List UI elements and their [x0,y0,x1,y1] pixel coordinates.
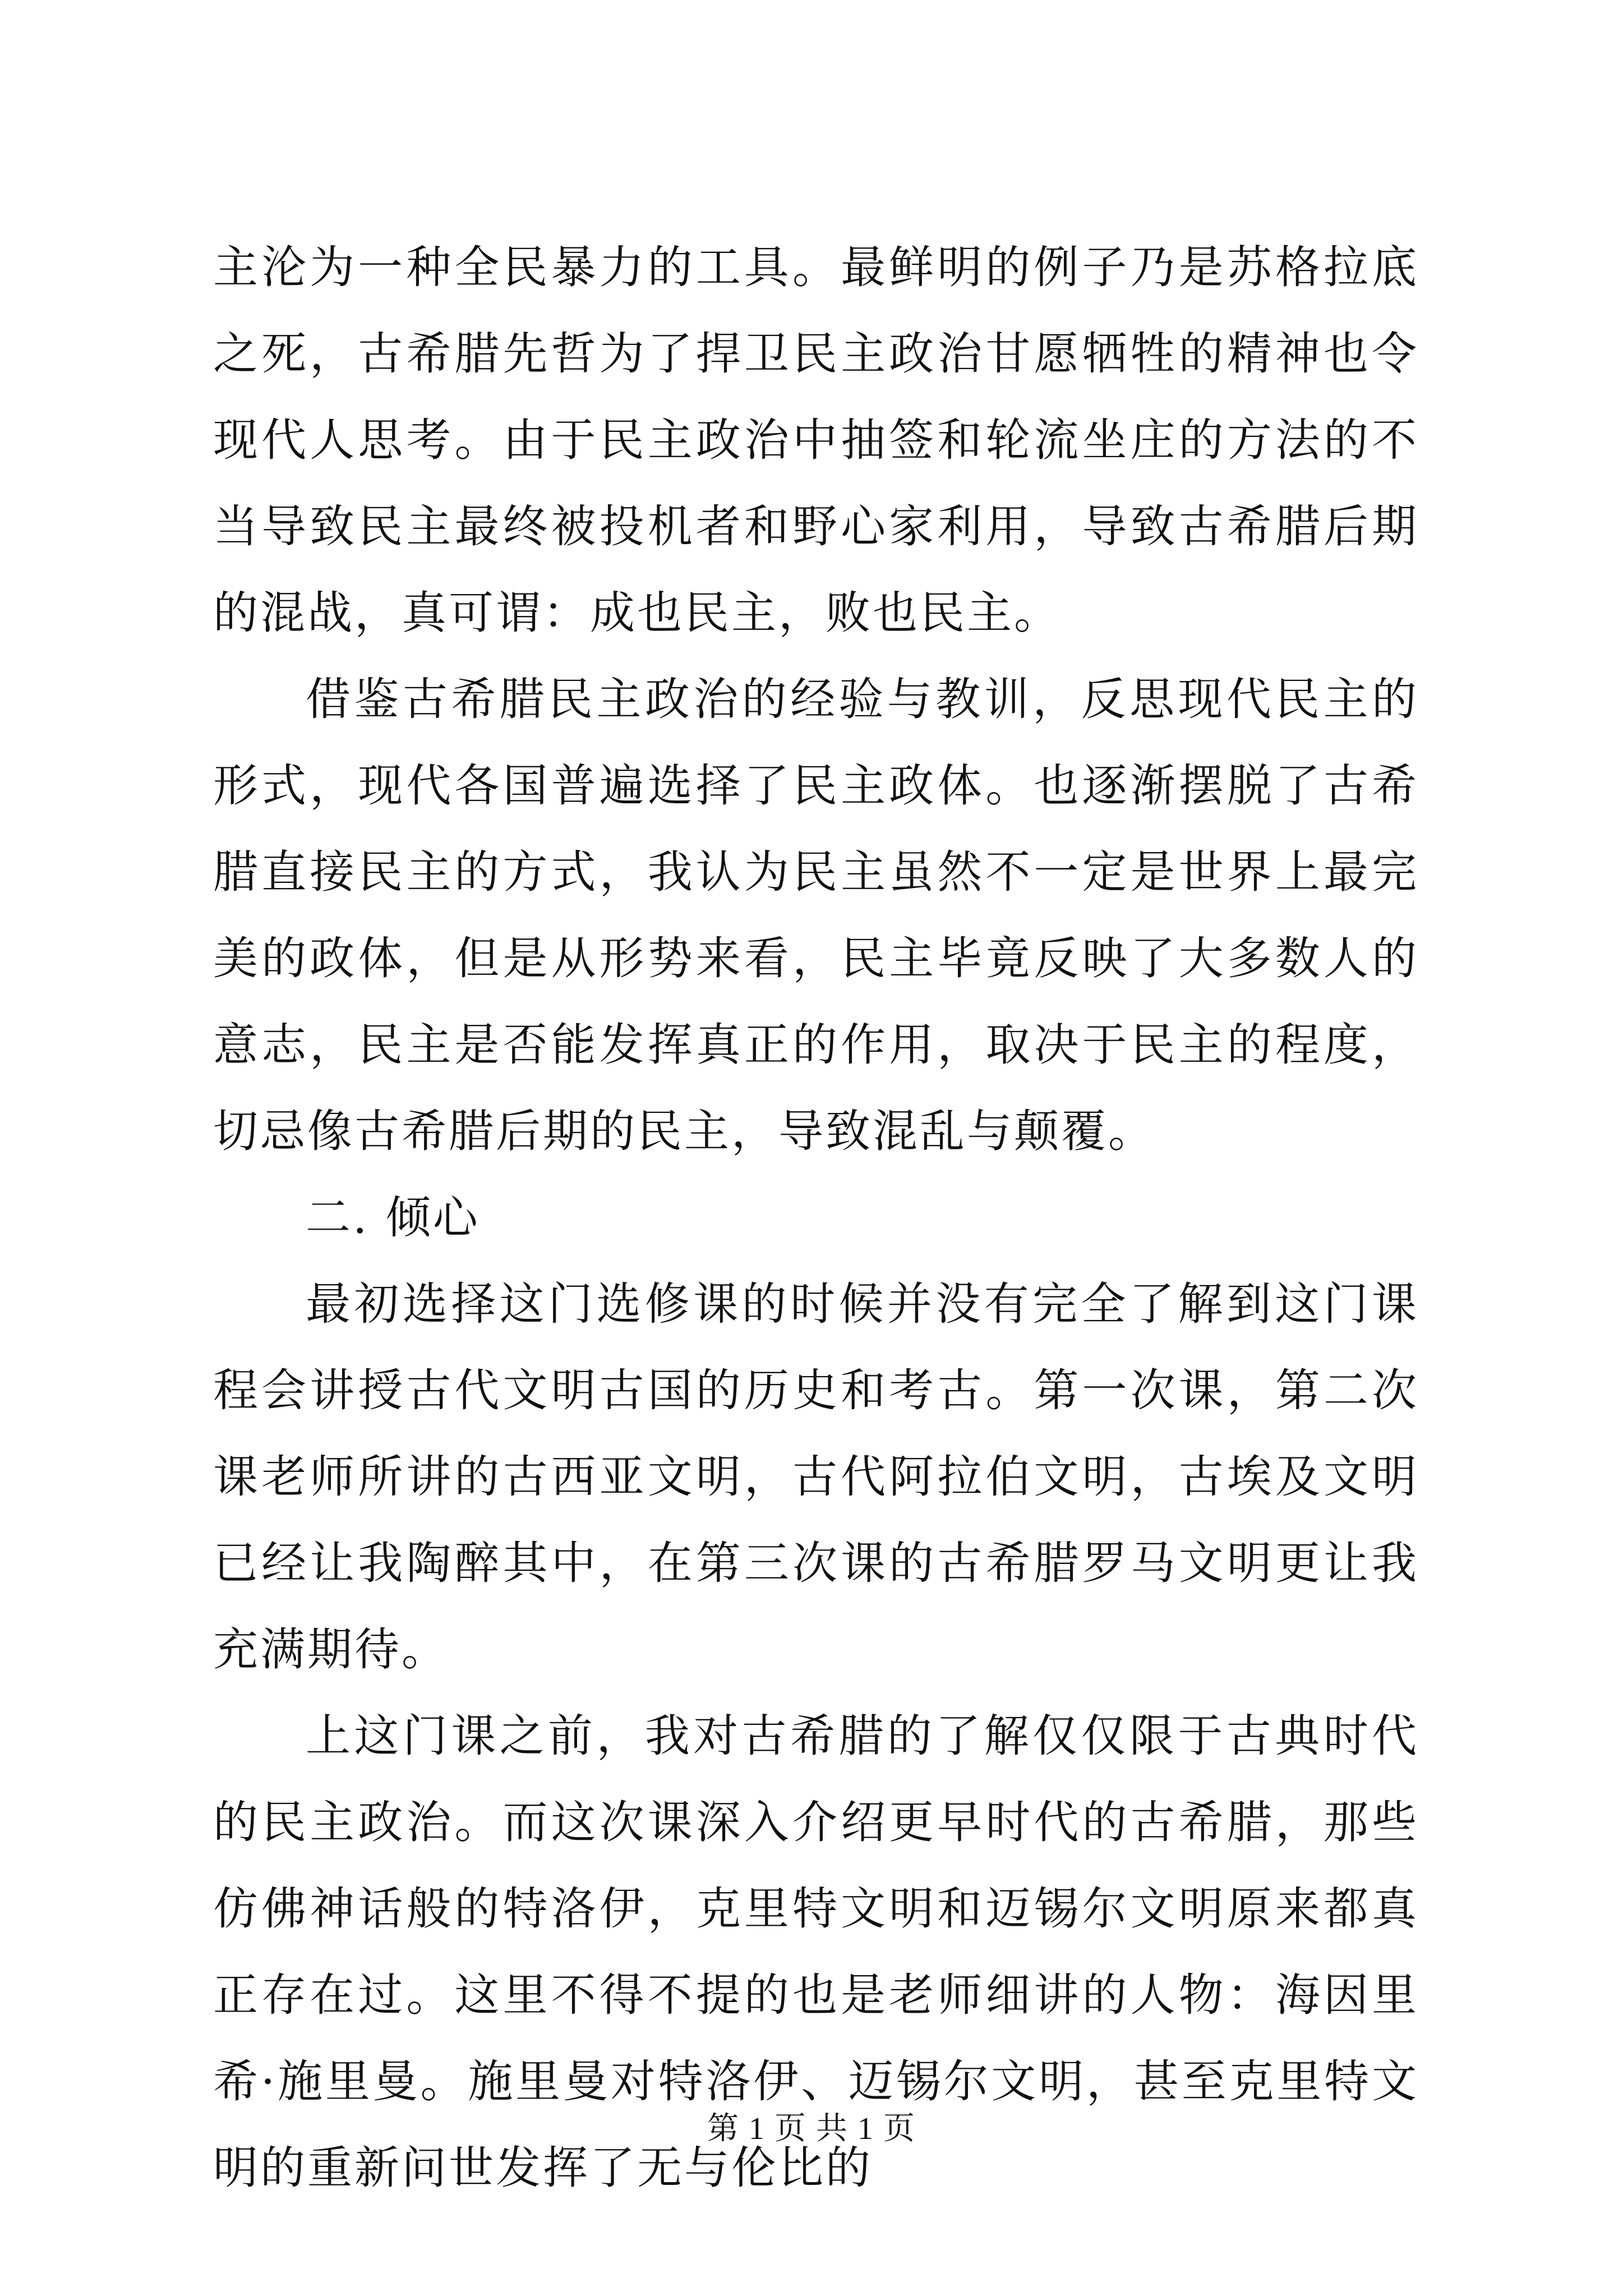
paragraph-1: 主沦为一种全民暴力的工具。最鲜明的例子乃是苏格拉底之死，古希腊先哲为了捍卫民主政治甘愿牺牲的精神也令现代人思考。由于民主政治中抽签和轮流坐庄的方法的不当导致民主最终被投机者和野心家利用，导致古希腊后期的混战，真可谓：成也民主，败也民主。 [213,241,1419,639]
paragraph-2: 借鉴古希腊民主政治的经验与教训，反思现代民主的形式，现代各国普遍选择了民主政体。也逐渐摆脱了古希腊直接民主的方式，我认为民主虽然不一定是世界上最完美的政体，但是从形势来看，民主毕竟反映了大多数人的意志，民主是否能发挥真正的作用，取决于民主的程度，切忌像古希腊后期的民主，导致混乱与颠覆。 [213,673,1419,1157]
paragraph-4: 上这门课之前，我对古希腊的了解仅仅限于古典时代的民主政治。而这次课深入介绍更早时代的古希腊，那些仿佛神话般的特洛伊，克里特文明和迈锡尔文明原来都真正存在过。这里不得不提的也是老师细讲的人物：海因里希·施里曼。施里曼对特洛伊、迈锡尔文明，甚至克里特文明的重新问世发挥了无与伦比的 [213,1710,1419,2194]
section-heading: 二. 倾心 [306,1191,480,1244]
page-footer: 第 1 页 共 1 页 [707,2111,916,2146]
document-body [213,224,1419,2211]
paragraph-3: 最初选择这门选修课的时候并没有完全了解到这门课程会讲授古代文明古国的历史和考古。第一次课，第二次课老师所讲的古西亚文明，古代阿拉伯文明，古埃及文明已经让我陶醉其中，在第三次课的古希腊罗马文明更让我充满期待。 [213,1278,1419,1676]
